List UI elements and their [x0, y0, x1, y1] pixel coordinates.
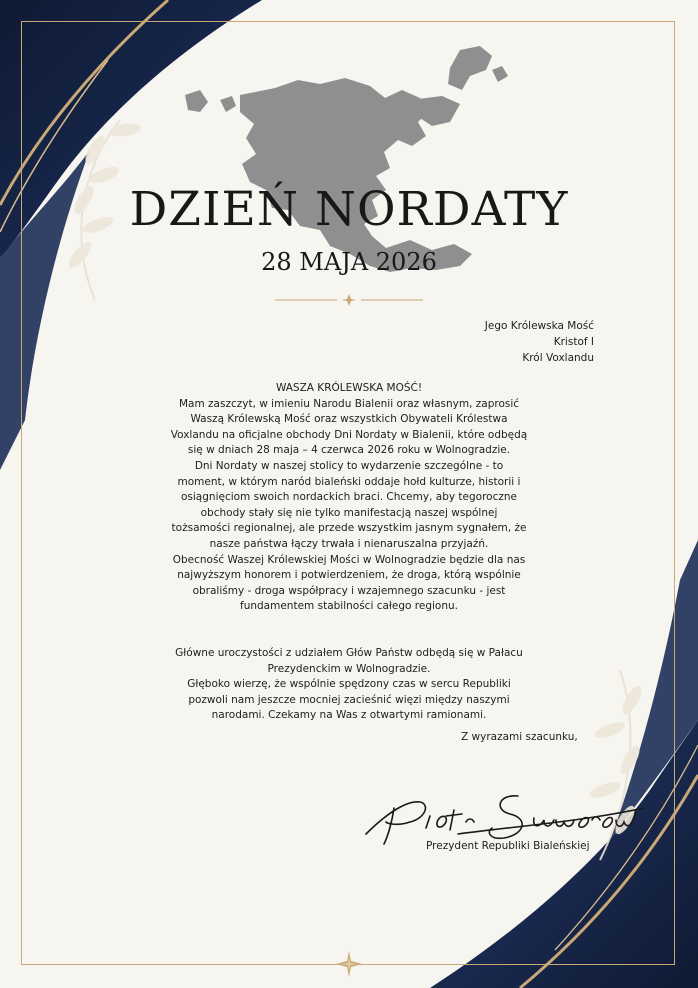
addressee-line: Król Voxlandu: [522, 352, 594, 364]
paragraph: Dni Nordaty w naszej stolicy to wydarzenie szczególne - to moment, w którym naród bialeński oddaje hołd kulturze, historii i osiągnięciom swoich nordackich braci. Chcemy, aby tegoroczne obchody stały się nie tylko manifestacją naszej wspólnej tożsamości regionalnej, ale przede wszystkim jasnym sygnałem, że nasze państwa łączy trwała i nienaruszalna przyjaźń.: [171, 459, 527, 550]
paragraph: Główne uroczystości z udziałem Głów Państw odbędą się w Pałacu Prezydenckim w Wolnogradzie.: [175, 646, 523, 675]
signature-text: Piotr Suworow: [358, 767, 472, 786]
salutation: WASZA KRÓLEWSKA MOŚĆ!: [275, 382, 423, 394]
paragraph-gap: [170, 615, 528, 646]
map-silhouette-icon: [180, 40, 510, 280]
paragraph: Obecność Waszej Królewskiej Mości w Wolnogradzie będzie dla nas najwyższym honorem i potwierdzeniem, że droga, którą wspólnie obraliśmy - droga współpracy i wzajemnego szacunku - jest fundamentem stabilności całego regionu.: [172, 553, 526, 613]
letter-body: [170, 381, 528, 724]
star-ornament-icon: [342, 294, 356, 306]
star-ornament-icon: [335, 950, 363, 978]
paragraph: Głęboko wierzę, że wspólnie spędzony czas w sercu Republiki pozwoli nam jeszcze mocniej zacieśnić więzi między naszymi narodami. Czekamy na Was z otwartymi ramionami.: [187, 678, 511, 722]
event-date: 28 MAJA 2026: [261, 248, 437, 276]
addressee-block: [485, 318, 594, 366]
addressee-line: Jego Królewska Mość: [484, 320, 594, 332]
closing-line: Z wyrazami szacunku,: [461, 731, 578, 743]
page-title: DZIEŃ NORDATY: [129, 182, 569, 237]
paragraph: Mam zaszczyt, w imieniu Narodu Bialenii oraz własnym, zaprosić Waszą Królewską Mość oraz wszystkich Obywateli Królestwa Voxlandu na oficjalne obchody Dni Nordaty w Bialenii, które odbędą się w dniach 28 maja – 4 czerwca 2026 roku w Wolnogradzie.: [170, 397, 528, 457]
addressee-line: Kristof I: [553, 336, 594, 348]
signatory-title: Prezydent Republiki Bialeńskiej: [426, 840, 590, 852]
title-divider: [275, 291, 423, 309]
